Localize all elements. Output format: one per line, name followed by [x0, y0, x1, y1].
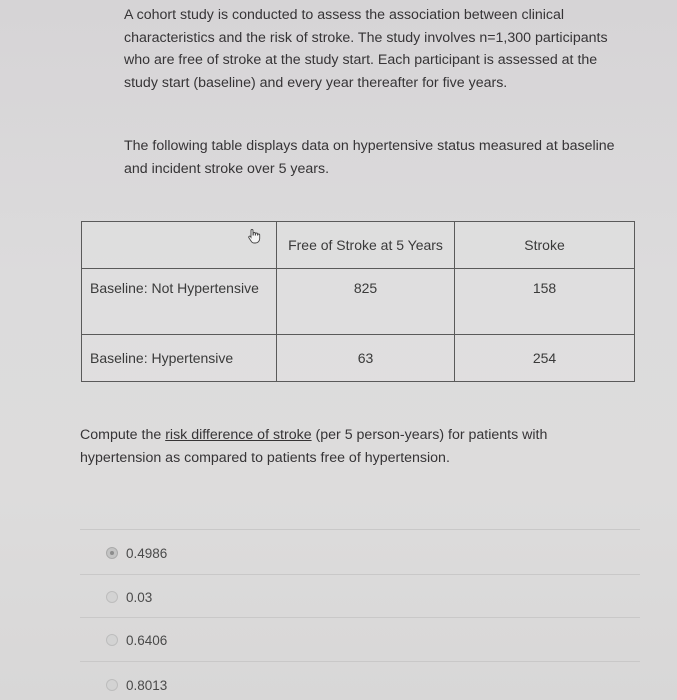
radio-icon[interactable]: [106, 679, 118, 691]
question-text: [80, 424, 600, 469]
answer-option-label: 0.4986: [126, 545, 168, 561]
cell-hypertensive-free: 63: [277, 335, 455, 382]
answer-option-label: 0.6406: [126, 632, 168, 648]
cell-not-hypertensive-stroke: 158: [455, 269, 635, 335]
table-header-free-of-stroke: Free of Stroke at 5 Years: [277, 222, 455, 269]
answer-option-2[interactable]: [106, 586, 152, 608]
answer-option-label: 0.03: [126, 589, 153, 605]
question-prefix: Compute the: [80, 427, 166, 443]
cell-not-hypertensive-free: 825: [277, 269, 455, 335]
cell-hypertensive-stroke: 254: [455, 335, 635, 382]
option-divider: [80, 617, 640, 618]
table-row: [82, 335, 635, 382]
radio-icon[interactable]: [106, 634, 118, 646]
answer-option-4[interactable]: [106, 674, 167, 696]
study-description-text: A cohort study is conducted to assess the association between clinical characteristics and the risk of stroke. The study involves n=1,300 participants who are free of stroke at the study start. Each participant is assessed at the study start (baseline) and every year thereafter for five years.: [124, 7, 608, 91]
radio-icon[interactable]: [106, 591, 118, 603]
hand-pointer-icon: [246, 228, 262, 244]
stroke-data-table: [81, 221, 635, 382]
option-divider: [80, 661, 640, 662]
row-label-not-hypertensive: Baseline: Not Hypertensive: [82, 269, 277, 335]
study-description: [124, 4, 624, 94]
answer-option-1[interactable]: [106, 542, 167, 564]
table-row: [82, 269, 635, 335]
answer-option-label: 0.8013: [126, 677, 168, 693]
table-description: The following table displays data on hypertensive status measured at baseline and incident stroke over 5 years.: [124, 138, 615, 177]
options-top-divider: [80, 529, 640, 530]
answer-option-3[interactable]: [106, 629, 167, 651]
table-header-row: [82, 222, 635, 269]
row-label-hypertensive: Baseline: Hypertensive: [82, 335, 277, 382]
option-divider: [80, 574, 640, 575]
risk-difference-link[interactable]: risk difference of stroke: [165, 427, 312, 443]
table-header-stroke: Stroke: [455, 222, 635, 269]
question-suffix: (per 5 person-years) for patients with hypertension as compared to patients free of hypertension.: [80, 427, 548, 466]
radio-selected-icon[interactable]: [106, 547, 118, 559]
